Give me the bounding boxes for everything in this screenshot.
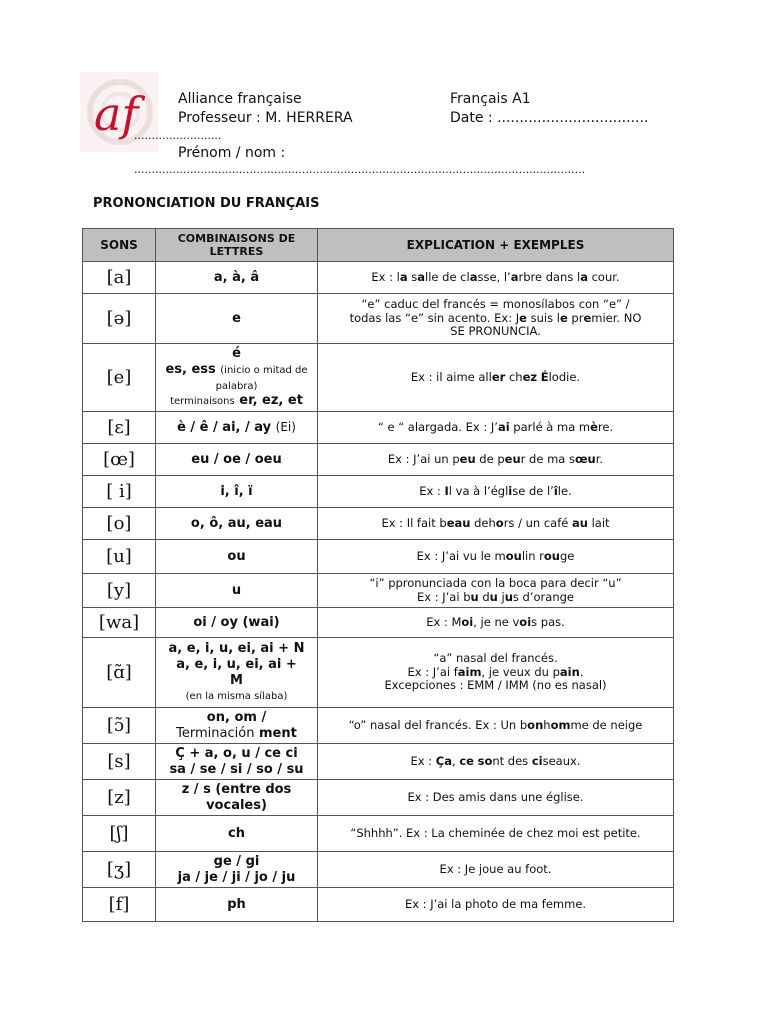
sound-symbol: [z] [83,780,156,816]
sound-symbol: [o] [83,508,156,540]
letter-combinations: Ç + a, o, u / ce ci sa / se / si / so / su [156,744,318,780]
page-title: PRONONCIATION DU FRANÇAIS [93,196,320,211]
table-row [83,638,674,708]
explanation-examples: Ex : Ça, ce sont des ciseaux. [318,744,674,780]
letter-combinations: oi / oy (wai) [156,608,318,638]
dotted-line: ......................... [134,129,222,142]
course-level: Français A1 [450,91,531,107]
table-row [83,262,674,294]
table-row [83,780,674,816]
table-row [83,708,674,744]
name-dotted-line: ................................................................................................................................. [134,163,586,176]
sound-symbol: [ɑ̃] [83,638,156,708]
teacher-name: Professeur : M. HERRERA [178,110,353,126]
letter-combinations: i, î, ï [156,476,318,508]
explanation-examples: Ex : Moi, je ne vois pas. [318,608,674,638]
explanation-examples: Ex : Il va à l’église de l’île. [318,476,674,508]
explanation-examples: Ex : J’ai vu le moulin rouge [318,540,674,574]
letter-combinations: ou [156,540,318,574]
letter-combinations: ge / gi ja / je / ji / jo / ju [156,852,318,888]
letter-combinations: a, à, â [156,262,318,294]
sound-symbol: [u] [83,540,156,574]
header-sons: SONS [83,229,156,262]
explanation-examples: Ex : Je joue au foot. [318,852,674,888]
explanation-examples: “i” ppronunciada con la boca para decir “u” Ex : J’ai bu du jus d’orange [318,574,674,608]
letter-combinations: ch [156,816,318,852]
sound-symbol: [y] [83,574,156,608]
table-row [83,744,674,780]
date-field: Date : .................................. [450,110,649,126]
table-row [83,412,674,444]
table-row [83,574,674,608]
svg-text:af: af [94,87,139,141]
table-row [83,540,674,574]
explanation-examples: Ex : Des amis dans une église. [318,780,674,816]
sound-symbol: [ʒ] [83,852,156,888]
explanation-examples: “e” caduc del francés = monosílabos con “e” / todas las “e” sin acento. Ex: Je suis le premier. NO SE PRONUNCIA. [318,294,674,344]
explanation-examples: Ex : la salle de classe, l’arbre dans la cour. [318,262,674,294]
letter-combinations: è / ê / ai, / ay (Ei) [156,412,318,444]
explanation-examples: “o” nasal del francés. Ex : Un bonhomme de neige [318,708,674,744]
letter-combinations: ph [156,888,318,922]
table-row [83,816,674,852]
sound-symbol: [ʃ] [83,816,156,852]
sound-symbol: [wa] [83,608,156,638]
sound-symbol: [s] [83,744,156,780]
letter-combinations: a, e, i, u, ei, ai + N a, e, i, u, ei, ai + M (en la misma sílaba) [156,638,318,708]
table-row [83,444,674,476]
letter-combinations: z / s (entre dos vocales) [156,780,318,816]
letter-combinations: o, ô, au, eau [156,508,318,540]
sound-symbol: [ɔ̃] [83,708,156,744]
table-row [83,508,674,540]
explanation-examples: “Shhhh”. Ex : La cheminée de chez moi est petite. [318,816,674,852]
sound-symbol: [e] [83,344,156,412]
explanation-examples: Ex : J’ai la photo de ma femme. [318,888,674,922]
header-explication: EXPLICATION + EXEMPLES [318,229,674,262]
institution-name: Alliance française [178,91,302,107]
table-header-row [83,229,674,262]
explanation-examples: Ex : il aime aller chez Élodie. [318,344,674,412]
sound-symbol: [a] [83,262,156,294]
sound-symbol: [ɛ] [83,412,156,444]
letter-combinations: é es, ess (inicio o mitad de palabra) terminaisons er, ez, et [156,344,318,412]
explanation-examples: Ex : J’ai un peu de peur de ma sœur. [318,444,674,476]
explanation-examples: “ e “ alargada. Ex : J’ai parlé à ma mère. [318,412,674,444]
name-field-label: Prénom / nom : [178,145,286,161]
explanation-examples: Ex : Il fait beau dehors / un café au lait [318,508,674,540]
explanation-examples: “a” nasal del francés. Ex : J’ai faim, je veux du pain. Excepciones : EMM / IMM (no es nasal) [318,638,674,708]
letter-combinations: on, om / Terminación ment [156,708,318,744]
table-row [83,852,674,888]
letter-combinations: u [156,574,318,608]
sound-symbol: [œ] [83,444,156,476]
pronunciation-table [82,228,674,922]
table-row [83,476,674,508]
table-row [83,608,674,638]
sound-symbol: [ i] [83,476,156,508]
header-combinaisons: COMBINAISONS DE LETTRES [156,229,318,262]
letter-combinations: eu / oe / oeu [156,444,318,476]
table-row [83,294,674,344]
letter-combinations: e [156,294,318,344]
table-row [83,344,674,412]
table-row [83,888,674,922]
sound-symbol: [f] [83,888,156,922]
sound-symbol: [ə] [83,294,156,344]
